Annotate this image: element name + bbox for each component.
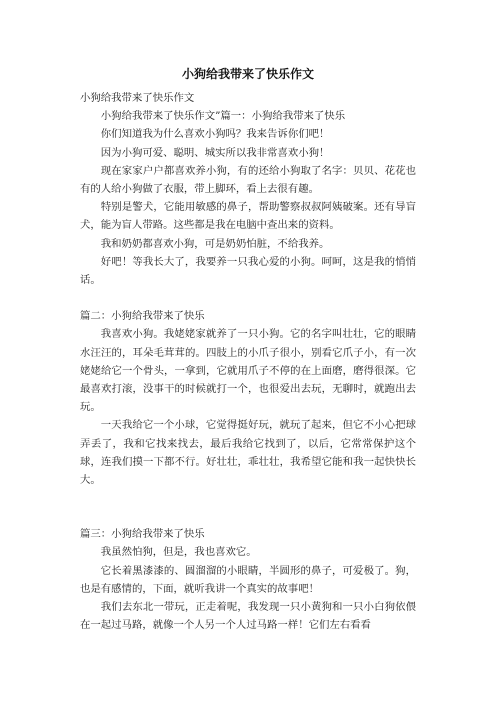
section-gap	[80, 289, 416, 307]
intro-paragraph-1: 小狗给我带来了快乐作文”篇一：小狗给我带来了快乐	[100, 110, 346, 123]
document-body	[80, 89, 416, 634]
section3-heading: 篇三：小狗给我带来了快乐	[80, 528, 205, 541]
intro-heading: 小狗给我带来了快乐作文	[80, 92, 195, 104]
intro-paragraph-3: 因为小狗可爱、聪明、城实所以我非常喜欢小狗！	[100, 146, 330, 159]
section2-heading: 篇二：小狗给我带来了快乐	[80, 310, 205, 323]
intro-paragraph-7: 好吧！等我长大了，我要养一只我心爱的小狗。呵呵，这是我的悄悄话。	[80, 255, 416, 287]
section3-paragraph-1: 我虽然怕狗，但是，我也喜欢它。	[100, 546, 257, 559]
intro-paragraph-4: 现在家家户户都喜欢养小狗，有的还给小狗取了名字：贝贝、花花也有的人给小狗做了衣服，带上脚环，看上去很有趣。	[80, 164, 416, 196]
section3-paragraph-2: 它长着黑漆漆的、圆溜溜的小眼睛，半圆形的鼻子，可爱极了。狗，也是有感情的，下面，就听我讲一个真实的故事吧！	[80, 564, 416, 595]
intro-paragraph-2: 你们知道我为什么喜欢小狗吗？我来告诉你们吧！	[100, 128, 330, 141]
section3-paragraph-3: 我们去东北一带玩，正走着呢，我发现一只小黄狗和一只小白狗依偎在一起过马路，就像一个人另一个人过马路一样！它们左右看看	[80, 601, 416, 632]
section2-paragraph-2: 一天我给它一个小球，它觉得挺好玩，就玩了起来，但它不小心把球弄丢了，我和它找来找去，最后我给它找到了，以后，它常常保护这个球，连我们摸一下都不行。好壮壮，乖壮壮，我希望它能和我一起快快长大。	[80, 419, 416, 487]
section2-paragraph-1: 我喜欢小狗。我姥姥家就养了一只小狗。它的名字叫壮壮，它的眼睛水汪汪的，耳朵毛茸茸的。四肢上的小爪子很小，别看它爪子小，有一次姥姥给它一个骨头，一拿到，它就用爪子不停的在上面磨，磨得很深。它最喜欢打滚，没事干的时候就打一个，也很爱出去玩，无聊时，就跑出去玩。	[80, 328, 416, 414]
intro-paragraph-6: 我和奶奶都喜欢小狗，可是奶奶怕脏，不给我养。	[100, 237, 330, 250]
section-gap	[80, 489, 416, 525]
document-title: 小狗给我带来了快乐作文	[181, 67, 314, 81]
intro-paragraph-5: 特别是警犬，它能用敏感的鼻子，帮助警察叔叔阿姨破案。还有导盲犬，能为盲人带路。这些都是我在电脑中查出来的资料。	[80, 201, 416, 232]
